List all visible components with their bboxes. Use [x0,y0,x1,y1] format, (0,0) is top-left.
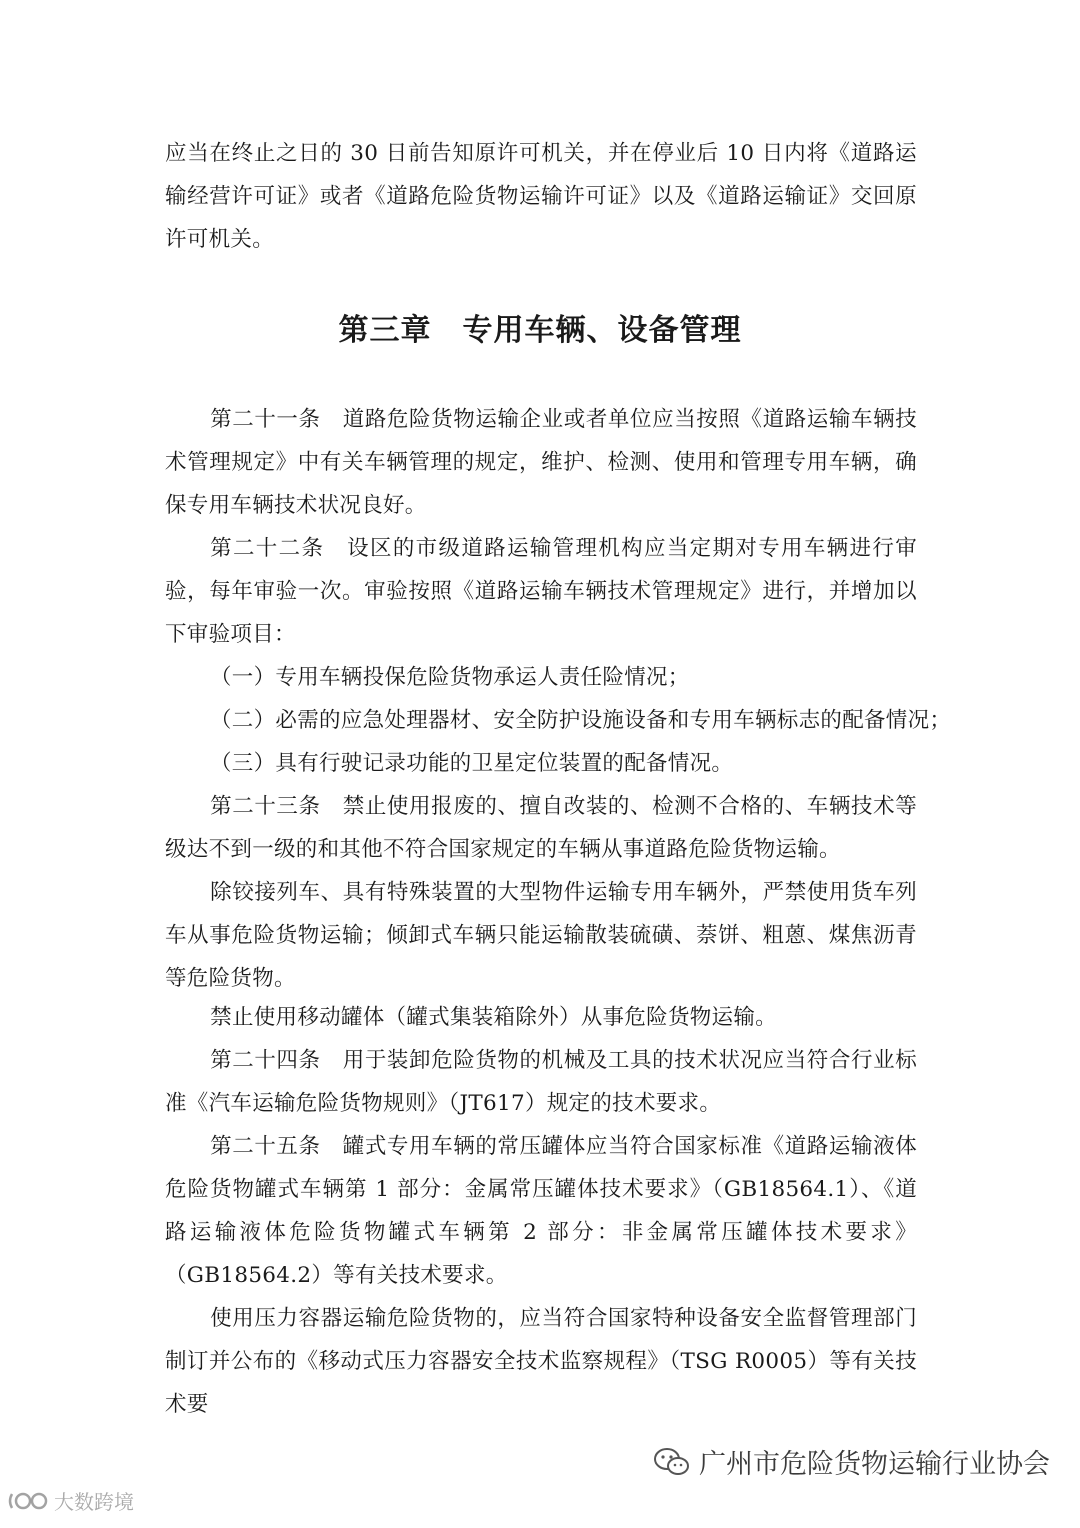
article-24: 第二十四条 用于装卸危险货物的机械及工具的技术状况应当符合行业标准《汽车运输危险货物规则》（JT617）规定的技术要求。 [165,1048,917,1116]
wechat-icon [653,1446,691,1478]
paragraph-continuation: 应当在终止之日的 30 日前告知原许可机关，并在停业后 10 日内将《道路运输经营许可证》或者《道路危险货物运输许可证》以及《道路运输证》交回原许可机关。 [165,141,917,252]
wechat-account-watermark [653,1442,1050,1481]
site-watermark [6,1486,134,1515]
article-23-para-3: 禁止使用移动罐体（罐式集装箱除外）从事危险货物运输。 [210,1005,777,1030]
list-item-1: （一）专用车辆投保危险货物承运人责任险情况； [210,665,690,690]
article-21: 第二十一条 道路危险货物运输企业或者单位应当按照《道路运输车辆技术管理规定》中有关车辆管理的规定，维护、检测、使用和管理专用车辆，确保专用车辆技术状况良好。 [165,407,917,518]
site-watermark-text: 大数跨境 [54,1490,134,1514]
article-25: 第二十五条 罐式专用车辆的常压罐体应当符合国家标准《道路运输液体危险货物罐式车辆第 1 部分：金属常压罐体技术要求》（GB18564.1）、《道路运输液体危险货物罐式车辆第 2 部分：非金属常压罐体技术要求》（GB18564.2）等有关技术要求。 [165,1134,917,1288]
wechat-account-name: 广州市危险货物运输行业协会 [699,1449,1050,1480]
article-23-para-2: 除铰接列车、具有特殊装置的大型物件运输专用车辆外，严禁使用货车列车从事危险货物运输；倾卸式车辆只能运输散装硫磺、萘饼、粗蒽、煤焦沥青等危险货物。 [165,880,917,991]
article-23: 第二十三条 禁止使用报废的、擅自改装的、检测不合格的、车辆技术等级达不到一级的和其他不符合国家规定的车辆从事道路危险货物运输。 [165,794,917,862]
chapter-title: 第三章 专用车辆、设备管理 [338,313,742,348]
list-item-3: （三）具有行驶记录功能的卫星定位装置的配备情况。 [210,751,734,776]
list-item-2: （二）必需的应急处理器材、安全防护设施设备和专用车辆标志的配备情况； [210,708,952,733]
article-25-para-2: 使用压力容器运输危险货物的，应当符合国家特种设备安全监督管理部门制订并公布的《移动式压力容器安全技术监察规程》（TSG R0005）等有关技术要 [165,1306,917,1417]
dashukuajing-logo-icon [6,1488,50,1514]
article-22: 第二十二条 设区的市级道路运输管理机构应当定期对专用车辆进行审验，每年审验一次。审验按照《道路运输车辆技术管理规定》进行，并增加以下审验项目： [165,536,917,647]
